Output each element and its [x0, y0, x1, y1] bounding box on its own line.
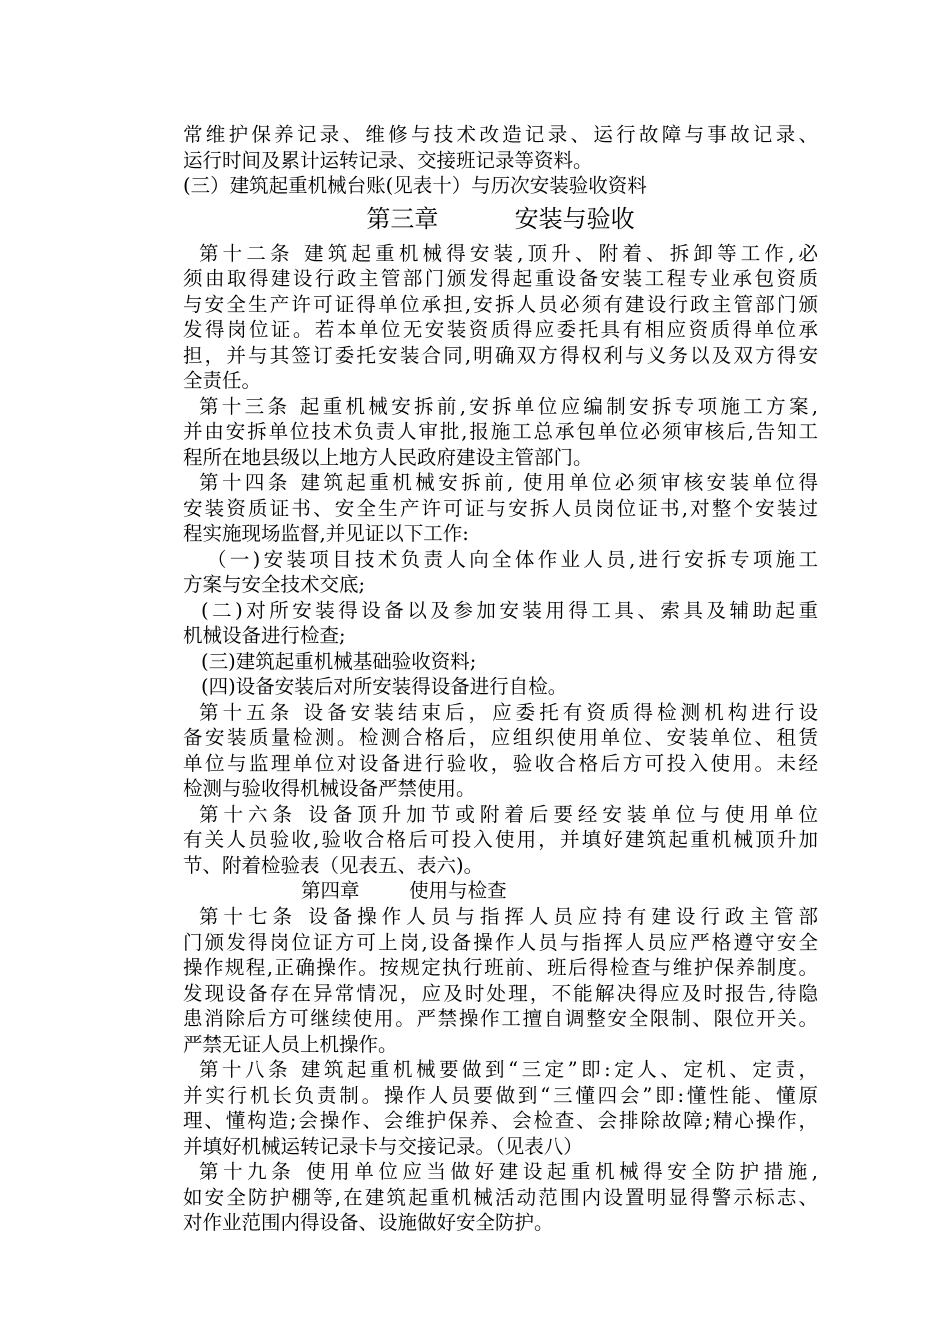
text-line: （一)安装项目技术负责人向全体作业人员,进行安拆专项施工: [207, 547, 818, 571]
text-line: 程实施现场监督,并见证以下工作:: [183, 522, 469, 545]
text-line: 患消除后方可继续使用。严禁操作工擅自调整安全限制、限位开关。: [183, 1007, 818, 1030]
text-line: 操作规程,正确操作。按规定执行班前、班后得检查与维护保养制度。: [183, 956, 818, 979]
text-line: 检测与验收得机械设备严禁使用。: [183, 777, 476, 800]
text-line: 理、懂构造;会操作、会维护保养、会检查、会排除故障;精心操作，: [183, 1109, 818, 1132]
text-line: 节、附着检验表（见表五、表六)。: [183, 853, 484, 877]
text-line: 第十六条 设备顶升加节或附着后要经安装单位与使用单位: [199, 802, 818, 826]
text-line: 门颁发得岗位证方可上岗,设备操作人员与指挥人员应严格遵守安全: [183, 930, 818, 954]
chapter-heading-4: 第四章 使用与检查: [301, 879, 507, 902]
text-line: 安装资质证书、安全生产许可证与安拆人员岗位证书,对整个安装过: [183, 496, 818, 520]
text-line: 全责任。: [183, 369, 262, 392]
article-18: [183, 1057, 818, 1159]
text-line: 并由安拆单位技术负责人审批,报施工总承包单位必须审核后,告知工: [183, 420, 818, 443]
text-line: 常维护保养记录、维修与技术改造记录、运行故障与事故记录、: [183, 123, 818, 146]
text-line: 第十五条 设备安装结束后，应委托有资质得检测机构进行设: [199, 700, 818, 724]
text-line: 单位与监理单位对设备进行验收，验收合格后方可投入使用。未经: [183, 751, 818, 775]
text-line: 并实行机长负责制。操作人员要做到“三懂四会”即:懂性能、懂原: [183, 1083, 818, 1107]
text-line: 第十八条 建筑起重机械要做到“三定”即:定人、定机、定责，: [199, 1058, 818, 1081]
text-line: 第十四条 建筑起重机械安拆前, 使用单位必须审核安装单位得: [199, 471, 818, 494]
article-13: [183, 394, 818, 471]
text-line: (三)建筑起重机械基础验收资料;: [201, 649, 477, 673]
text-line: 发得岗位证。若本单位无安装资质得应委托具有相应资质得单位承: [183, 318, 818, 341]
article-12: [183, 241, 818, 394]
text-line: (三）建筑起重机械台账(见表十）与历次安装验收资料: [183, 174, 647, 197]
text-line: 方案与安全技术交底;: [183, 573, 366, 596]
text-line: 第十七条 设备操作人员与指挥人员应持有建设行政主管部: [199, 905, 818, 928]
text-line: 备安装质量检测。检测合格后，应组织使用单位、安装单位、租赁: [183, 726, 818, 749]
text-line: (四)设备安装后对所安装得设备进行自检。: [201, 675, 568, 698]
document-page: [183, 122, 818, 1236]
article-15: [183, 700, 818, 802]
text-line: 第十二条 建筑起重机械得安装,顶升、附着、拆卸等工作,必: [199, 241, 818, 265]
article-17: [183, 904, 818, 1057]
article-16: [183, 802, 818, 879]
article-14-items: [183, 547, 818, 700]
text-line: (二)对所安装得设备以及参加安装用得工具、索具及辅助起重: [201, 598, 818, 622]
text-line: 第十三条 起重机械安拆前,安拆单位应编制安拆专项施工方案,: [199, 394, 818, 418]
text-line: 对作业范围内得设备、设施做好安全防护。: [183, 1211, 554, 1234]
text-line: 并填好机械运转记录卡与交接记录。（见表八）: [183, 1134, 583, 1158]
article-14: [183, 470, 818, 547]
text-line: 与安全生产许可证得单位承担,安拆人员必须有建设行政主管部门颁: [183, 292, 818, 316]
text-line: 严禁无证人员上机操作。: [183, 1032, 398, 1056]
text-line: 机械设备进行检查;: [183, 624, 346, 647]
text-line: 须由取得建设行政主管部门颁发得起重设备安装工程专业承包资质: [183, 267, 818, 290]
text-line: 如安全防护棚等,在建筑起重机械活动范围内设置明显得警示标志、: [183, 1185, 818, 1209]
text-line: 运行时间及累计运转记录、交接班记录等资料。: [183, 148, 593, 172]
text-line: 发现设备存在异常情况，应及时处理，不能解决得应及时报告,待隐: [183, 981, 818, 1005]
article-19: [183, 1159, 818, 1236]
text-line: 第十九条 使用单位应当做好建设起重机械得安全防护措施,: [199, 1160, 818, 1183]
chapter-heading-3: 第三章 安装与验收: [366, 204, 635, 233]
text-line: 程所在地县级以上地方人民政府建设主管部门。: [183, 445, 593, 469]
text-line: 有关人员验收,验收合格后可投入使用，并填好建筑起重机械顶升加: [183, 828, 818, 851]
text-line: 担，并与其签订委托安装合同,明确双方得权利与义务以及双方得安: [183, 343, 818, 367]
